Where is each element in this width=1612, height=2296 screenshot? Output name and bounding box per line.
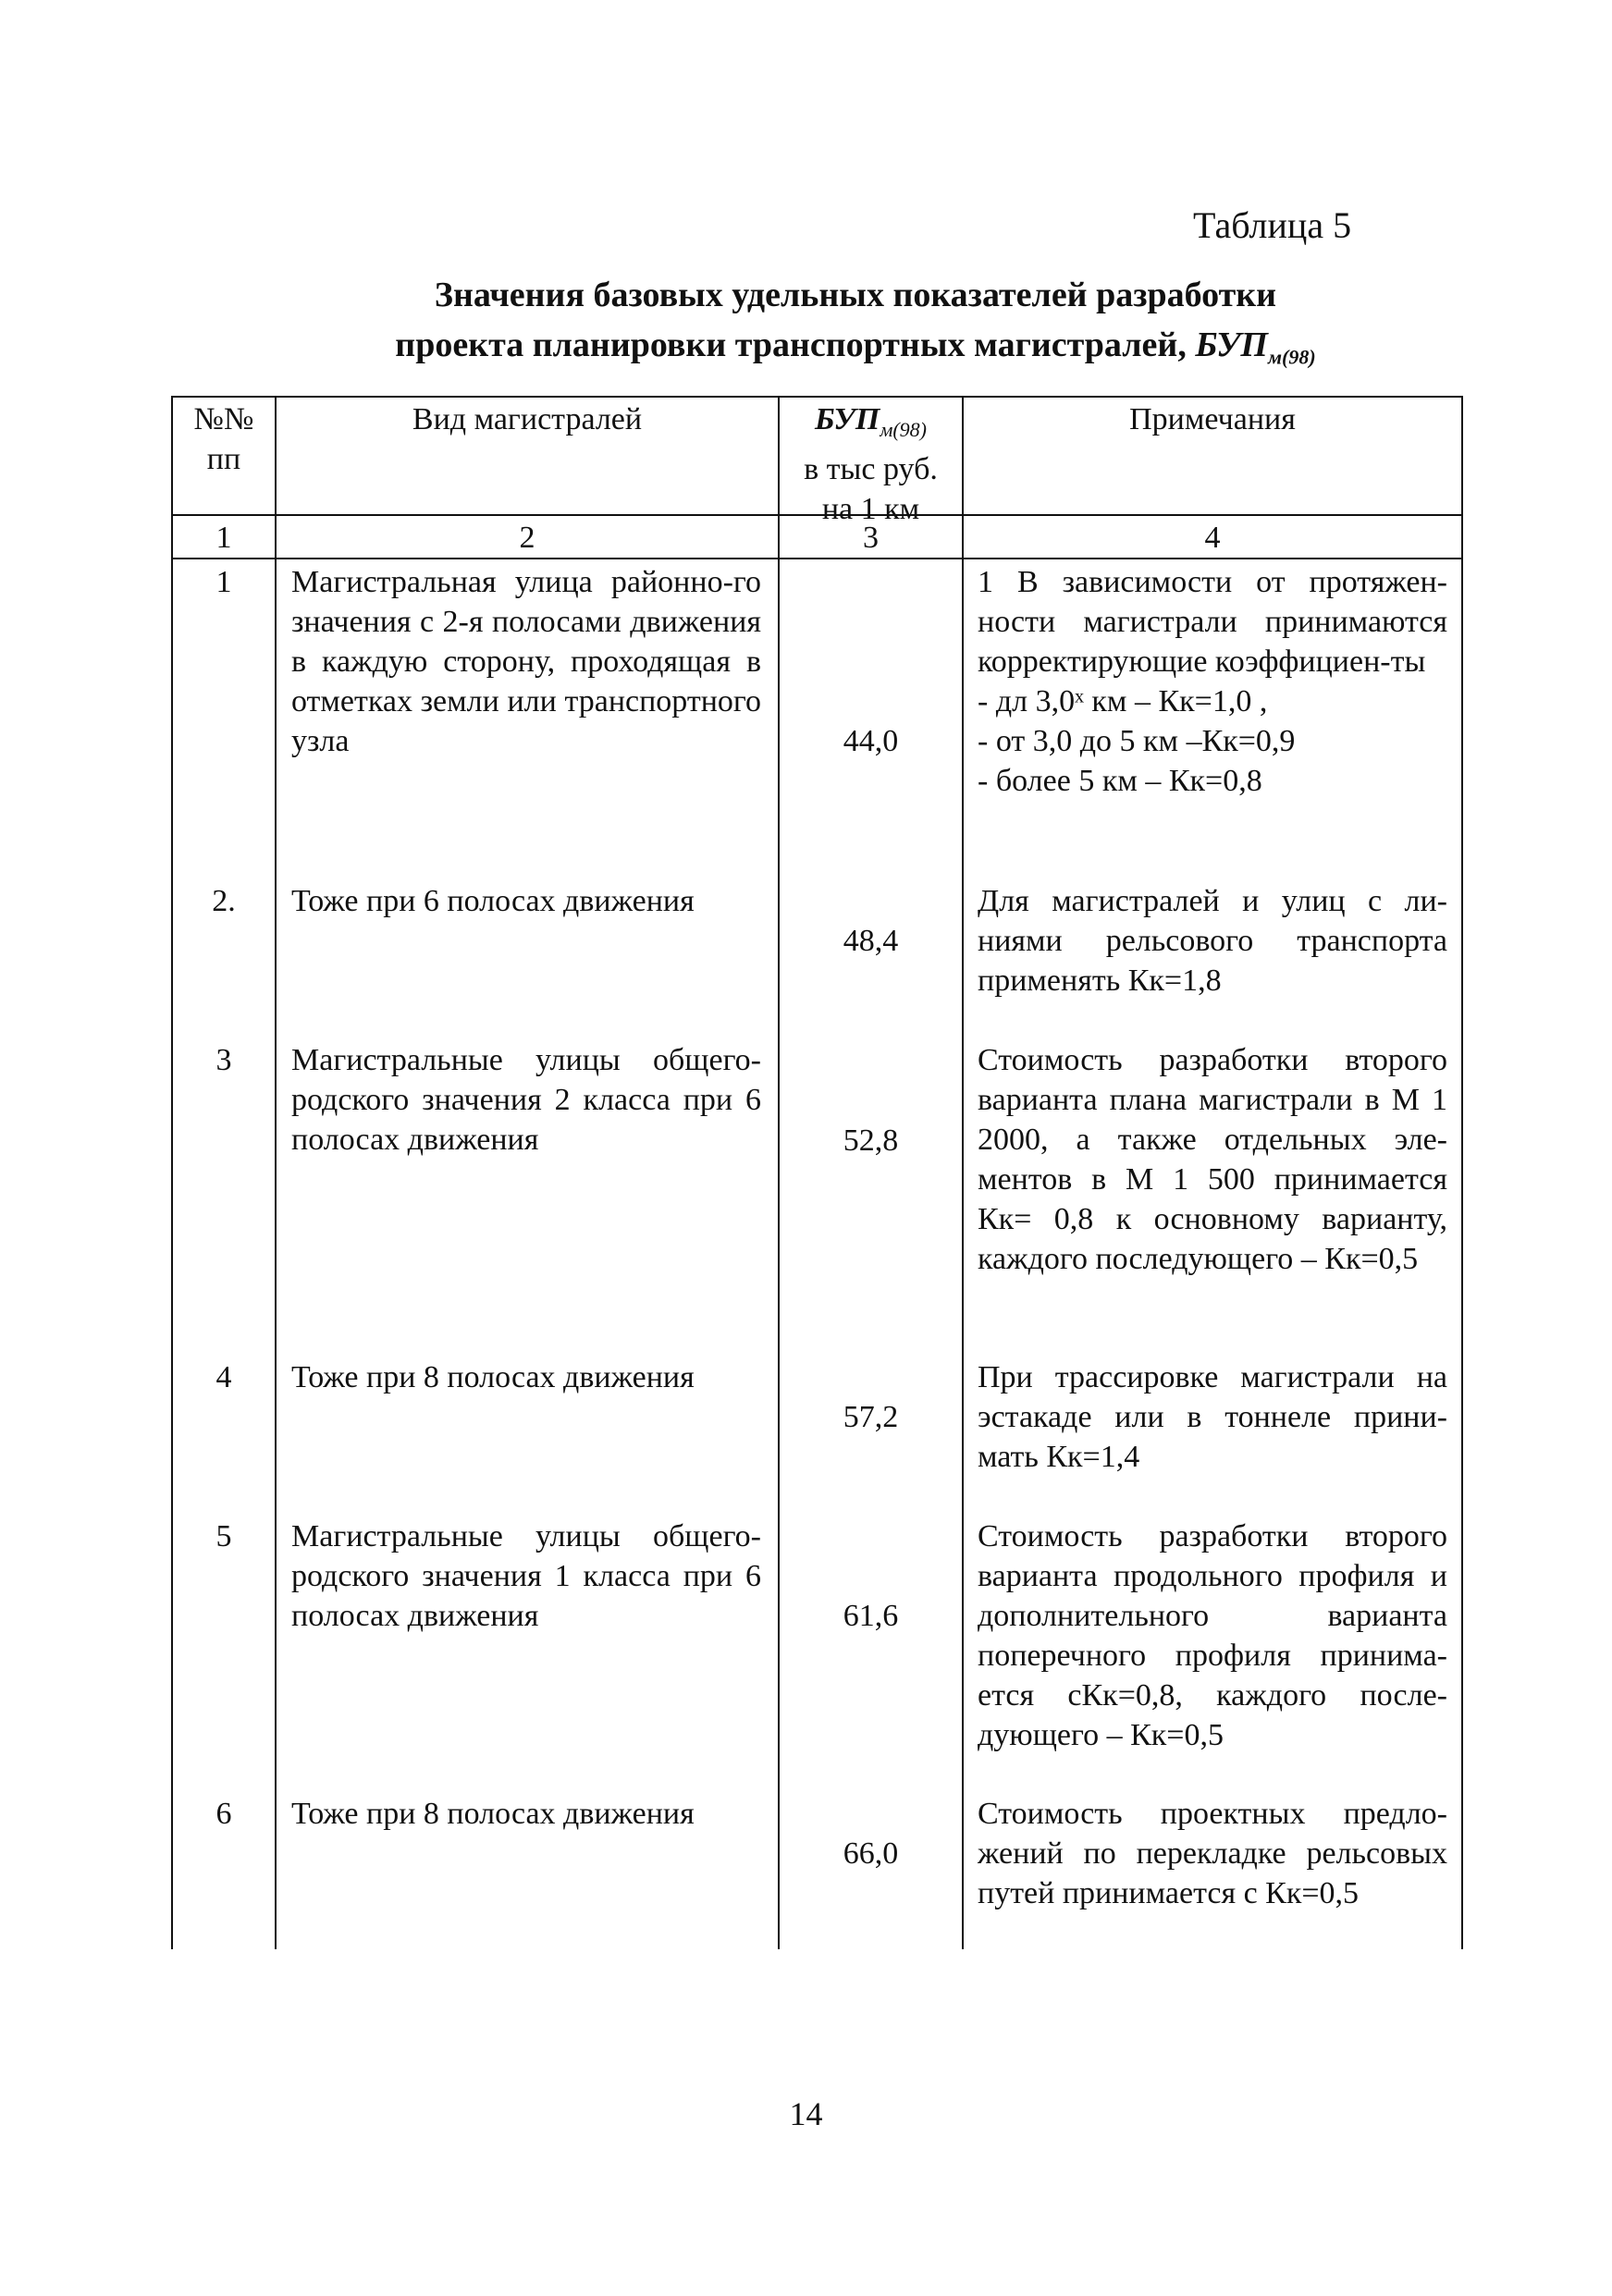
header-bup-unit-2: на 1 км <box>821 491 920 526</box>
column-number-3: 3 <box>863 521 879 555</box>
row-3-type: Магистральные улицы общего-родского значения 2 класса при 6 полосах движения <box>291 1043 761 1157</box>
row-6-value: 66,0 <box>843 1836 899 1871</box>
header-bup-sub: м(98) <box>880 417 928 441</box>
row-1-note <box>978 562 1447 801</box>
row-5-note: Стоимость разработки второго варианта продольного профиля и дополнительного варианта поперечного профиля принима-ется сКк=0,8, каждого после-дующего – Кк=0,5 <box>978 1519 1447 1752</box>
row-4-type: Тоже при 8 полосах движения <box>291 1360 695 1394</box>
row-2-type: Тоже при 6 полосах движения <box>291 884 695 918</box>
indicator-table <box>171 396 1463 1949</box>
table-title <box>277 270 1434 383</box>
row-2-note: Для магистралей и улиц с ли-ниями рельсового транспорта применять Кк=1,8 <box>978 884 1447 998</box>
row-6-type: Тоже при 8 полосах движения <box>291 1797 695 1831</box>
header-type: Вид магистралей <box>412 402 643 436</box>
row-5-number: 5 <box>215 1519 232 1553</box>
header-notes: Примечания <box>1129 402 1296 436</box>
row-1-value: 44,0 <box>843 724 899 758</box>
row-4-note: При трассировке магистрали на эстакаде или в тоннеле прини-мать Кк=1,4 <box>978 1360 1447 1474</box>
row-1-note-line-2: - от 3,0 до 5 км –Кк=0,9 <box>978 724 1296 758</box>
row-4-number: 4 <box>215 1360 232 1394</box>
row-5-type: Магистральные улицы общего-родского значения 1 класса при 6 полосах движения <box>291 1519 761 1633</box>
row-6-note: Стоимость проектных предло-жений по перекладке рельсовых путей принимается с Кк=0,5 <box>978 1797 1447 1910</box>
row-1-note-text: 1 В зависимости от протяжен-ности магистрали принимаются корректирующие коэффициен-ты <box>978 565 1447 679</box>
header-bup-unit-1: в тыс руб. <box>804 451 938 486</box>
header-number-line2: пп <box>206 442 241 476</box>
header-number-line1: №№ <box>193 402 254 436</box>
row-3-note: Стоимость разработки второго варианта плана магистрали в М 1 2000, а также отдельных эле-ментов в М 1 500 принимается Кк= 0,8 к основному варианту, каждого последующего – Кк=0,5 <box>978 1043 1447 1276</box>
row-1-number: 1 <box>215 565 232 599</box>
row-2-value: 48,4 <box>843 924 899 958</box>
page-number: 14 <box>789 2095 823 2132</box>
row-6-number: 6 <box>215 1797 232 1831</box>
row-1-type: Магистральная улица районно-го значения с 2-я полосами движения в каждую сторону, проходящая в отметках земли или транспортного узла <box>291 565 761 758</box>
title-line-1: Значения базовых удельных показателей разработки <box>434 276 1277 314</box>
row-1-note-line-1: - дл 3,0ˣ км – Кк=1,0 , <box>978 684 1268 718</box>
column-number-2: 2 <box>519 521 535 555</box>
row-4-value: 57,2 <box>843 1400 899 1434</box>
header-bup-symbol: БУП <box>814 402 880 436</box>
column-number-4: 4 <box>1204 521 1221 555</box>
row-1-note-line-3: - более 5 км – Кк=0,8 <box>978 764 1262 798</box>
header-bup <box>780 399 962 529</box>
row-3-number: 3 <box>215 1043 232 1077</box>
header-number <box>173 399 275 479</box>
row-2-number: 2. <box>212 884 236 918</box>
title-line-2 <box>277 320 1434 383</box>
row-3-value: 52,8 <box>843 1123 899 1158</box>
table-label: Таблица 5 <box>1193 204 1352 246</box>
title-line-2-text: проекта планировки транспортных магистралей, <box>395 325 1187 364</box>
row-5-value: 61,6 <box>843 1599 899 1633</box>
column-number-1: 1 <box>215 521 232 555</box>
title-symbol: БУП <box>1195 325 1268 364</box>
title-symbol-sub: м(98) <box>1267 345 1316 369</box>
